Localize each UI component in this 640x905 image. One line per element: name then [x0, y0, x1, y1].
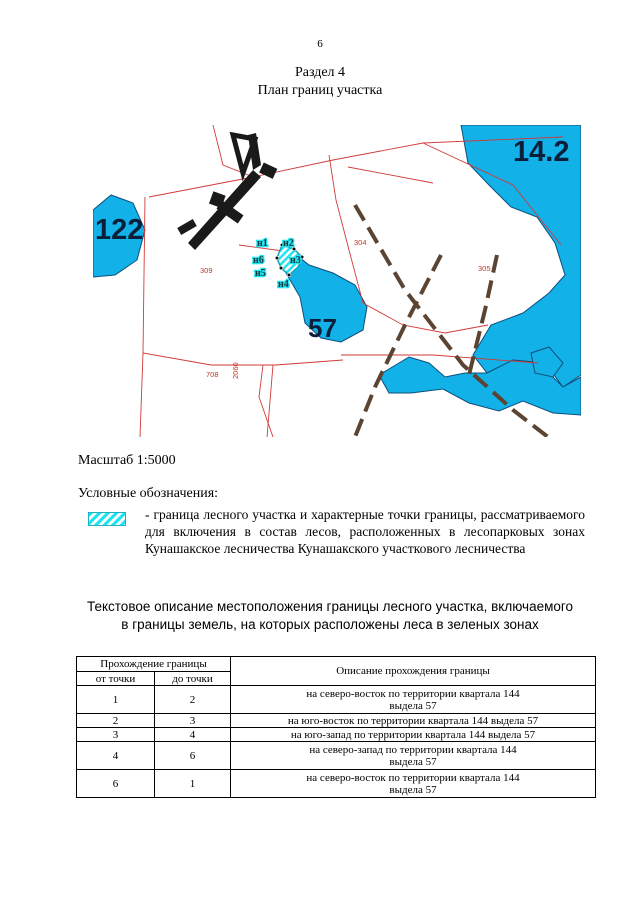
point-marker	[287, 273, 291, 277]
cell-description-line1: на северо-восток по территории квартала 144	[306, 687, 520, 700]
cell-description-line2: выдела 57	[389, 783, 437, 796]
description-title-line2: в границы земель, на которых расположены леса в зеленых зонах	[121, 617, 539, 632]
cell-description	[231, 742, 596, 770]
cell-description-line1: на северо-запад по территории квартала 144	[309, 743, 517, 756]
cell-description-line2: выдела 57	[389, 699, 437, 712]
point-label-n1: н1	[257, 238, 268, 249]
point-label-n5: н5	[255, 268, 266, 279]
section-subheading: План границ участка	[257, 83, 383, 98]
table-row	[77, 770, 596, 798]
header-route-group: Прохождение границы	[77, 657, 231, 672]
label-road-2060: 2060	[231, 362, 240, 379]
table-row	[77, 728, 596, 742]
point-label-n4: н4	[278, 279, 289, 290]
cell-to: 1	[155, 770, 231, 798]
label-parcel-57: 57	[308, 313, 337, 343]
label-quarter-305: 305	[478, 264, 491, 273]
cell-description: на юго-восток по территории квартала 144 выдела 57	[231, 714, 596, 728]
page-number: 6	[317, 38, 323, 50]
cell-from: 1	[77, 686, 155, 714]
table-row	[77, 686, 596, 714]
cell-from: 3	[77, 728, 155, 742]
table-row	[77, 742, 596, 770]
cell-to: 3	[155, 714, 231, 728]
cell-description-line2: выдела 57	[389, 755, 437, 768]
cell-to: 6	[155, 742, 231, 770]
map-scale: Масштаб 1:5000	[78, 453, 176, 468]
boundary-map	[93, 125, 581, 437]
label-quarter-304: 304	[354, 238, 367, 247]
cell-description	[231, 686, 596, 714]
point-label-n6: н6	[253, 255, 264, 266]
header-description: Описание прохождения границы	[231, 657, 596, 686]
label-quarter-708: 708	[206, 370, 219, 379]
section-heading: Раздел 4	[294, 65, 346, 80]
cell-to: 4	[155, 728, 231, 742]
cell-to: 2	[155, 686, 231, 714]
section-title	[0, 64, 640, 100]
cell-description-line1: на северо-восток по территории квартала 144	[306, 771, 520, 784]
description-title	[70, 598, 590, 634]
cell-description	[231, 770, 596, 798]
point-marker	[279, 266, 283, 270]
cell-description: на юго-запад по территории квартала 144 выдела 57	[231, 728, 596, 742]
label-parcel-122: 122	[95, 214, 144, 246]
cell-from: 2	[77, 714, 155, 728]
table-header-row	[77, 657, 596, 672]
boundary-route-table	[76, 656, 596, 798]
point-marker	[275, 256, 279, 260]
label-quarter-309: 309	[200, 266, 213, 275]
point-label-n3: н3	[290, 255, 301, 266]
table-row	[77, 714, 596, 728]
hatched-plot-icon	[88, 512, 126, 526]
cell-from: 4	[77, 742, 155, 770]
header-to-point: до точки	[155, 672, 231, 686]
cell-from: 6	[77, 770, 155, 798]
legend-title: Условные обозначения:	[78, 486, 219, 501]
label-parcel-142: 14.2	[513, 136, 570, 168]
point-label-n2: н2	[283, 238, 294, 249]
header-from-point: от точки	[77, 672, 155, 686]
description-title-line1: Текстовое описание местоположения границы лесного участка, включаемого	[86, 599, 574, 614]
legend-item-text: - граница лесного участка и характерные точки границы, рассматриваемого для включения в состав лесов, расположенных в лесопарковых зонах Кунашакское лесничества Кунашакского участкового лесничества	[145, 507, 585, 556]
